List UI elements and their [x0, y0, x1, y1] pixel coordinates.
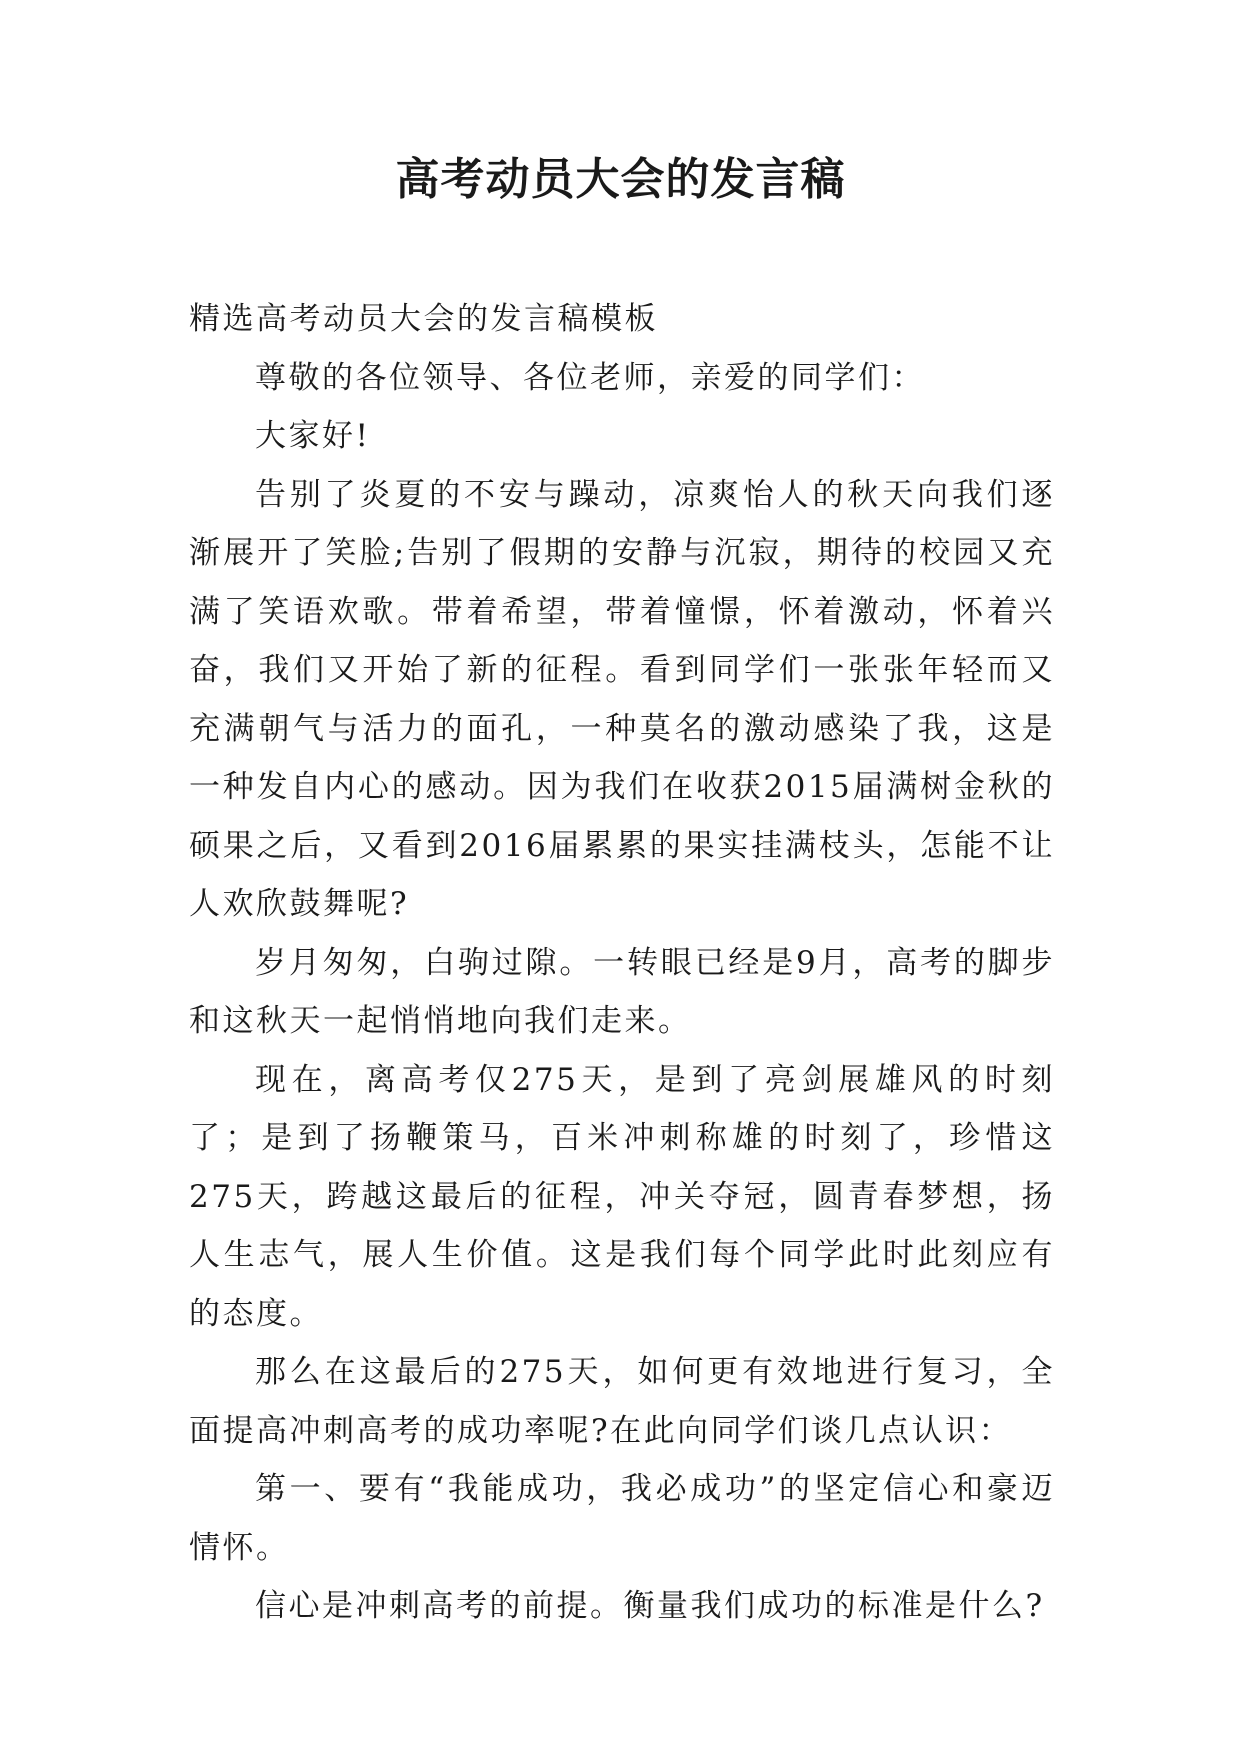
paragraph: 第一、要有“我能成功，我必成功”的坚定信心和豪迈情怀。 [189, 1471, 1055, 1566]
document-title: 高考动员大会的发言稿 [395, 154, 846, 205]
paragraph-salutation: 尊敬的各位领导、各位老师，亲爱的同学们： [255, 359, 925, 396]
paragraph: 岁月匆匆，白驹过隙。一转眼已经是9月，高考的脚步和这秋天一起悄悄地向我们走来。 [189, 944, 1055, 1039]
paragraph: 告别了炎夏的不安与躁动，凉爽怡人的秋天向我们逐渐展开了笑脸;告别了假期的安静与沉寂，期待的校园又充满了笑语欢歌。带着希望，带着憧憬，怀着激动，怀着兴奋，我们又开始了新的征程。看到同学们一张张年轻而又充满朝气与活力的面孔，一种莫名的激动感染了我，这是一种发自内心的感动。因为我们在收获2015届满树金秋的硕果之后，又看到2016届累累的果实挂满枝头，怎能不让人欢欣鼓舞呢? [189, 476, 1055, 922]
document-body [189, 290, 1055, 1636]
paragraph-greeting: 大家好! [255, 418, 371, 454]
paragraph-subtitle: 精选高考动员大会的发言稿模板 [189, 301, 658, 337]
paragraph: 那么在这最后的275天，如何更有效地进行复习，全面提高冲刺高考的成功率呢?在此向同学们谈几点认识： [189, 1354, 1055, 1449]
paragraph: 信心是冲刺高考的前提。衡量我们成功的标准是什么? [255, 1588, 1045, 1624]
paragraph: 现在，离高考仅275天，是到了亮剑展雄风的时刻了；是到了扬鞭策马，百米冲刺称雄的时刻了，珍惜这275天，跨越这最后的征程，冲关夺冠，圆青春梦想，扬人生志气，展人生价值。这是我们每个同学此时此刻应有的态度。 [189, 1061, 1055, 1332]
